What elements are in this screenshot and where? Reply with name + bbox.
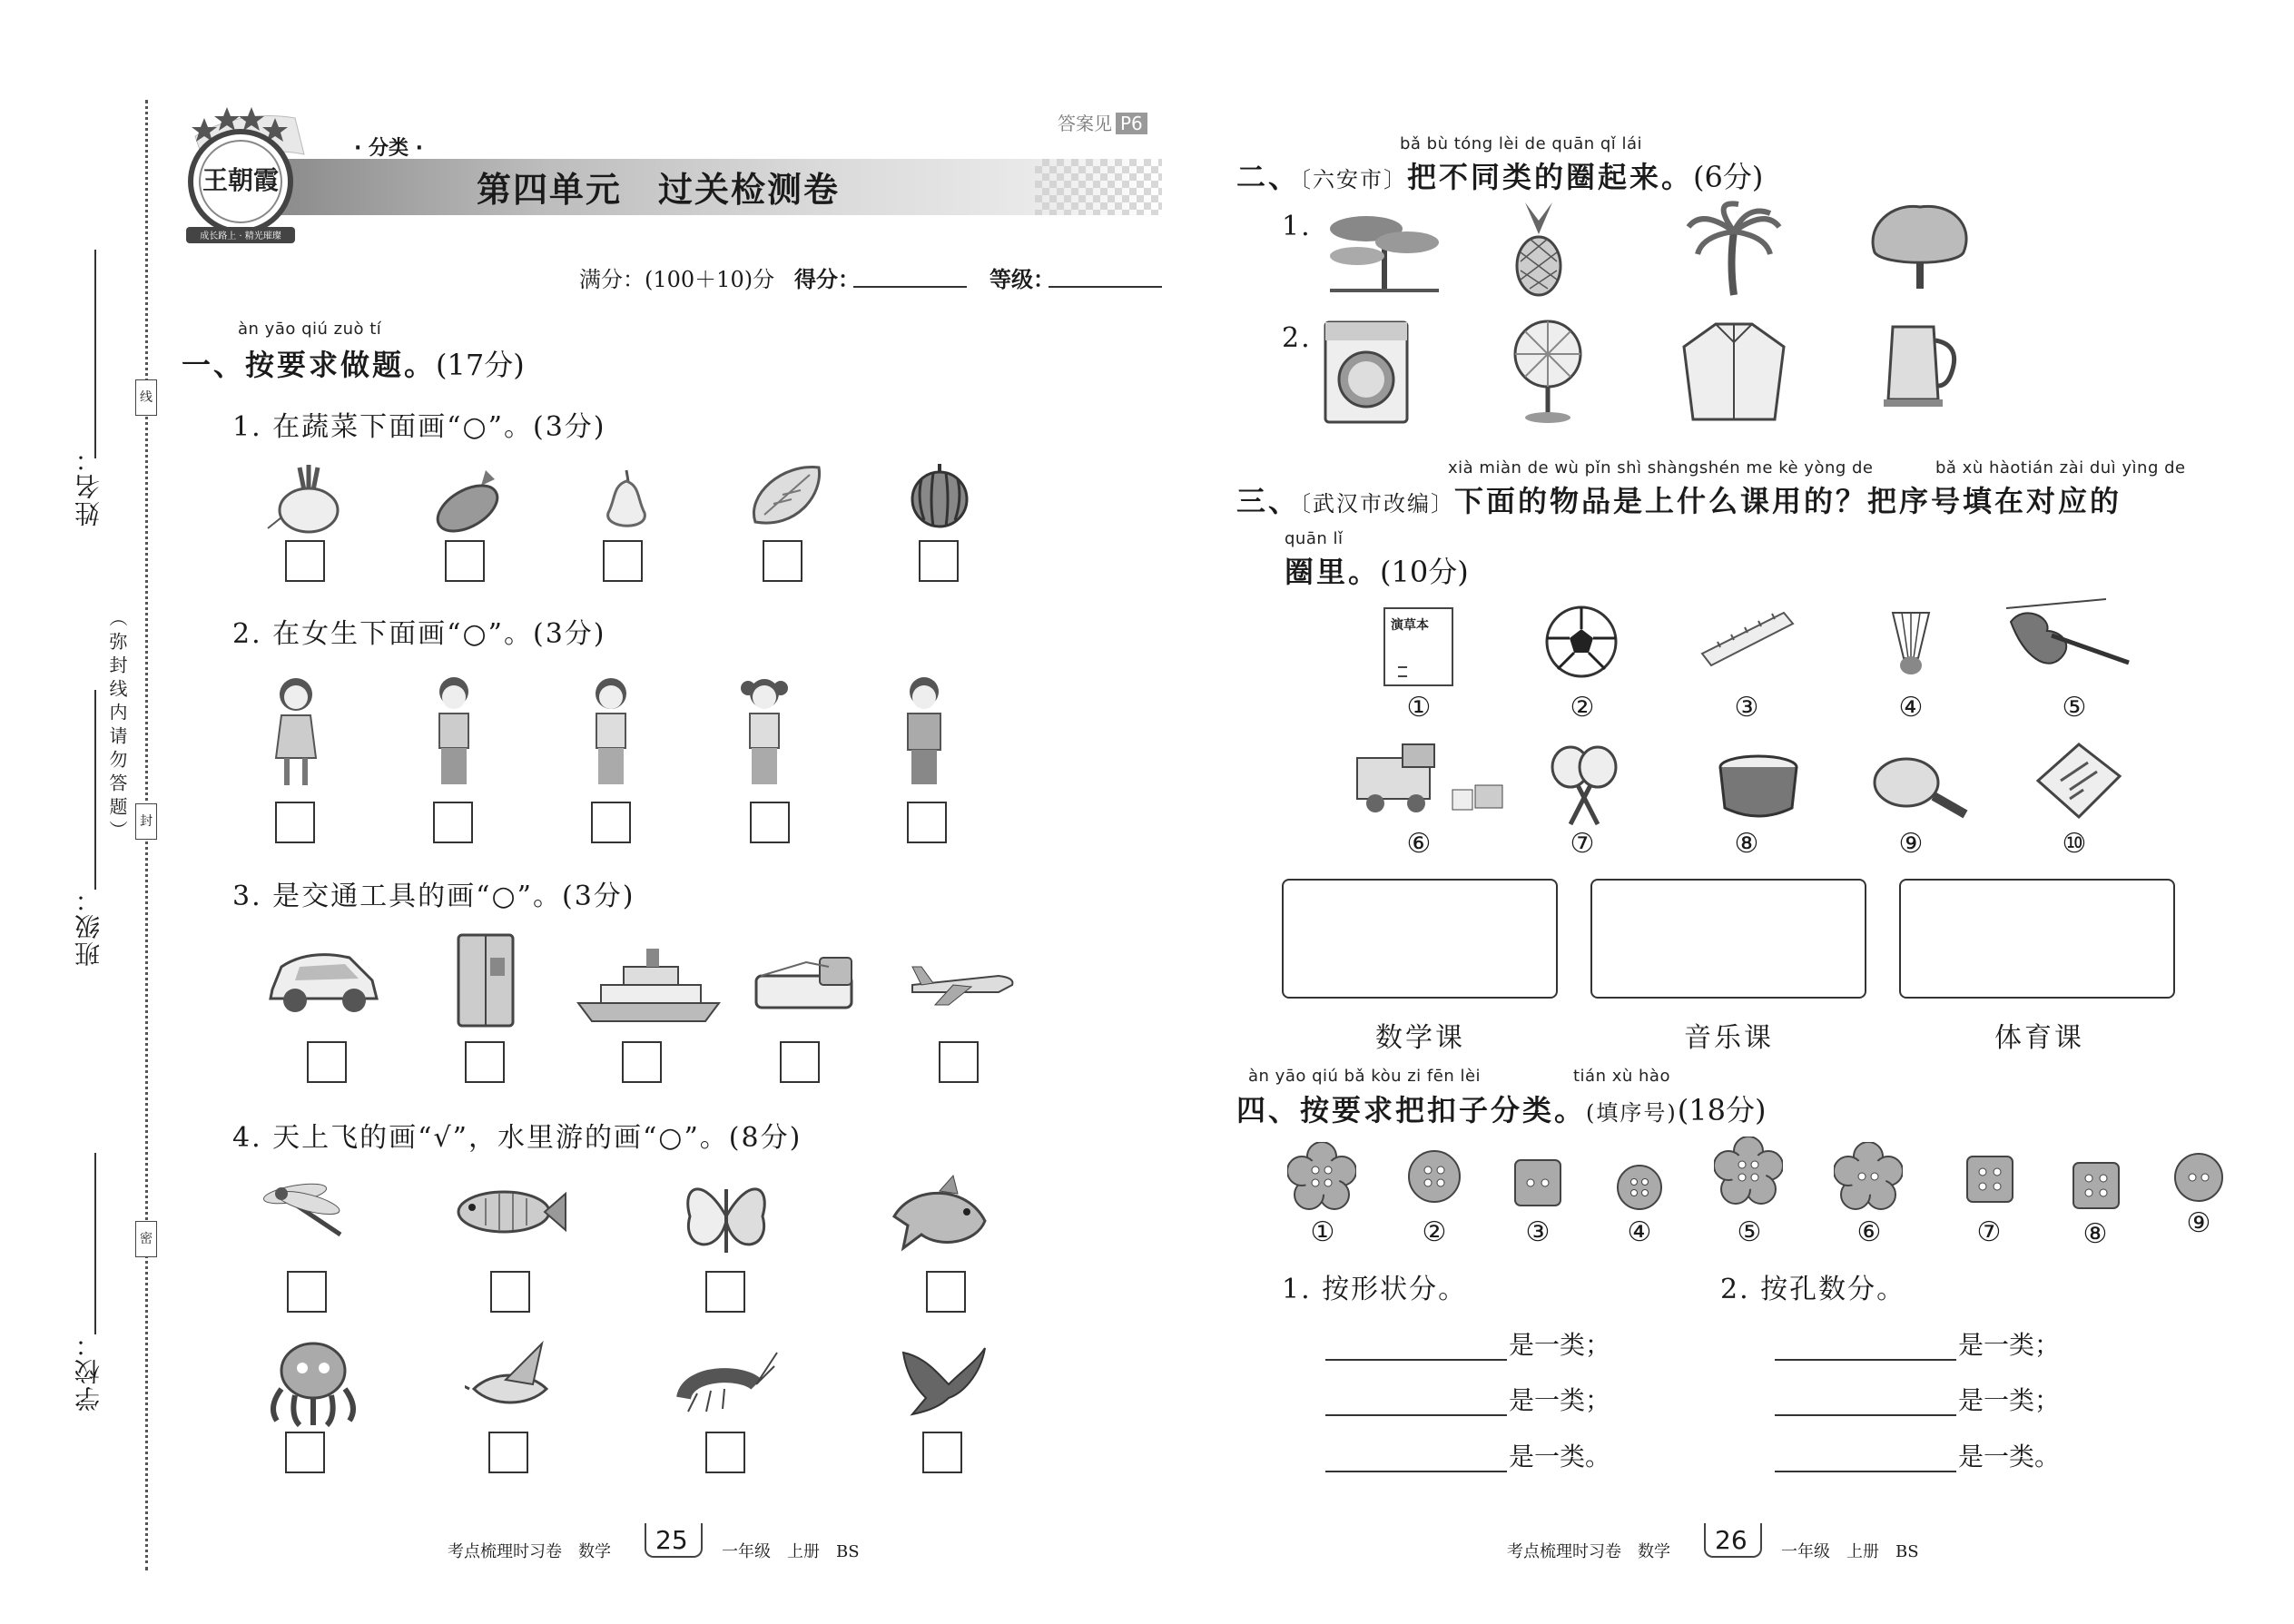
sec3-title: 三、〔武汉市改编〕下面的物品是上什么课用的？把序号填在对应的 <box>1236 484 2122 518</box>
washing-machine-icon <box>1321 318 1412 430</box>
grade-label: 等级： <box>989 267 1055 292</box>
class-label: 班级： <box>74 885 103 967</box>
name-label: 姓名： <box>74 445 103 527</box>
q4-answer-box[interactable] <box>926 1271 966 1313</box>
sec4-title: 四、按要求把扣子分类。(填序号)(18分) <box>1236 1093 1767 1127</box>
category-tag: · 分类 · <box>354 137 424 160</box>
square-button-four-holes <box>2070 1159 2122 1216</box>
dragonfly-icon <box>259 1171 359 1256</box>
item-number: ④ <box>1898 692 1924 723</box>
answer-page-badge: P6 <box>1116 113 1147 134</box>
watermelon-icon <box>908 461 971 533</box>
shrimp-icon <box>670 1343 779 1420</box>
svg-text:演草本: 演草本 <box>1391 618 1429 633</box>
q2-answer-box[interactable] <box>907 802 947 843</box>
q1-answer-box[interactable] <box>445 540 485 582</box>
item-number: ② <box>1570 692 1595 723</box>
logo-slogan: 成长路上 · 精光璀璨 <box>200 231 281 241</box>
button-number: ⑦ <box>1976 1216 2002 1248</box>
item-number: ⑨ <box>1898 828 1924 860</box>
class-field[interactable] <box>94 690 96 890</box>
car-icon <box>263 935 381 1020</box>
q2-prompt: 2. 在女生下面画“○”。(3分) <box>232 618 606 650</box>
school-label: 学校： <box>74 1330 103 1412</box>
dolphin-icon <box>885 1171 994 1265</box>
sec4-pinyin: àn yāo qiú bǎ kòu zi fēn lèi <box>1248 1067 1482 1086</box>
pe-class-answer-box[interactable] <box>1899 879 2175 999</box>
refrigerator-icon <box>454 930 517 1034</box>
sec3-pinyin-3: quān lǐ <box>1285 529 1344 548</box>
jacket-icon <box>1679 320 1788 428</box>
page-number-left: 25 <box>655 1525 688 1555</box>
ping-pong-paddle-icon <box>1870 755 1970 827</box>
q1-answer-box[interactable] <box>763 540 802 582</box>
q4-answer-box[interactable] <box>488 1432 528 1473</box>
button-number: ② <box>1422 1216 1447 1248</box>
math-class-answer-box[interactable] <box>1282 879 1558 999</box>
pine-tree-icon <box>1321 202 1448 296</box>
pe-class-label: 体育课 <box>1994 1022 2084 1054</box>
sec2-title: 二、〔六安市〕把不同类的圈起来。(6分) <box>1236 160 1764 194</box>
full-score: 满分：(100＋10)分 <box>579 267 775 292</box>
name-field[interactable] <box>94 250 96 458</box>
sec4-pinyin-2: tián xù hào <box>1573 1067 1670 1086</box>
sub1-label: 1. 按形状分。 <box>1282 1274 1468 1305</box>
holes-blank-1-suffix: 是一类； <box>1958 1330 2061 1360</box>
q1-answer-box[interactable] <box>603 540 643 582</box>
girl-figure-icon <box>584 672 638 793</box>
button-number: ③ <box>1525 1216 1551 1248</box>
soccer-ball-icon <box>1543 604 1620 684</box>
score-field[interactable] <box>853 286 967 288</box>
shuttlecock-icon <box>1884 604 1938 684</box>
q1-answer-box[interactable] <box>285 540 325 582</box>
music-class-answer-box[interactable] <box>1590 879 1866 999</box>
button-number: ⑥ <box>1856 1216 1882 1248</box>
sec2-row2-label: 2. <box>1282 322 1312 354</box>
school-field[interactable] <box>94 1153 96 1334</box>
item-number: ⑥ <box>1406 828 1432 860</box>
shape-blank-2-suffix: 是一类； <box>1509 1385 1611 1415</box>
button-number: ⑨ <box>2186 1207 2211 1239</box>
q4-answer-box[interactable] <box>705 1432 745 1473</box>
music-class-label: 音乐课 <box>1684 1022 1774 1054</box>
sec1-pinyin: àn yāo qiú zuò tí <box>238 320 382 339</box>
shape-blank-3-suffix: 是一类。 <box>1509 1442 1611 1471</box>
flower-button-two-holes <box>1834 1142 1903 1215</box>
butterfly-icon <box>676 1171 776 1265</box>
square-button-two-holes <box>1511 1156 1564 1213</box>
holes-blank-1[interactable] <box>1775 1359 1956 1361</box>
toy-blocks-truck-icon <box>1353 740 1507 821</box>
brand-logo <box>168 100 313 245</box>
button-number: ⑤ <box>1737 1216 1762 1248</box>
q1-prompt: 1. 在蔬菜下面画“○”。(3分) <box>232 411 606 443</box>
sec3-pinyin-2: bǎ xù hàotián zài duì yìng de <box>1935 458 2186 477</box>
electric-kettle-icon <box>1879 318 1961 412</box>
sub2-label: 2. 按孔数分。 <box>1720 1274 1906 1305</box>
sec1-title: 一、按要求做题。(17分) <box>182 348 525 382</box>
boy-figure-icon <box>897 672 951 793</box>
round-button-four-holes <box>1614 1162 1665 1216</box>
sec3-pinyin: xià miàn de wù pǐn shì shàngshén me kè yòng de <box>1448 458 1874 477</box>
item-number: ⑦ <box>1570 828 1595 860</box>
footer-left-text: 考点梳理时习卷 数学 <box>448 1542 611 1561</box>
item-number: ⑩ <box>2062 828 2087 860</box>
answer-reference: 答案见 P6 <box>1058 109 1147 135</box>
q4-answer-box[interactable] <box>285 1432 325 1473</box>
sec3-title-2: 圈里。(10分) <box>1285 555 1469 589</box>
q3-prompt: 3. 是交通工具的画“○”。(3分) <box>232 881 635 912</box>
broadleaf-tree-icon <box>1866 198 1974 297</box>
boy-figure-icon <box>427 672 481 793</box>
item-number: ⑤ <box>2062 692 2087 723</box>
drum-icon <box>1716 753 1802 825</box>
item-number: ① <box>1406 692 1432 723</box>
q3-answer-box[interactable] <box>622 1041 662 1083</box>
q2-answer-box[interactable] <box>433 802 473 843</box>
q2-answer-box[interactable] <box>591 802 631 843</box>
radish-icon <box>263 463 354 539</box>
footer-right-grade: 一年级 上册 BS <box>1781 1542 1919 1561</box>
q1-answer-box[interactable] <box>919 540 959 582</box>
page-number-right: 26 <box>1715 1525 1748 1555</box>
girl-figure-icon <box>737 672 792 793</box>
logo-brand-text: 王朝霞 <box>202 165 280 195</box>
violin-icon <box>1997 595 2133 680</box>
seal-note: （弥封线内请勿答题） <box>106 608 128 844</box>
octopus-icon <box>259 1339 368 1433</box>
notebook-icon <box>1380 604 1457 694</box>
q4-answer-box[interactable] <box>287 1271 327 1313</box>
flower-button-four-holes <box>1714 1137 1783 1209</box>
ship-icon <box>574 944 728 1029</box>
item-number: ③ <box>1734 692 1759 723</box>
shape-blank-3[interactable] <box>1325 1471 1507 1472</box>
q2-answer-box[interactable] <box>275 802 315 843</box>
airplane-icon <box>908 949 1017 1016</box>
shape-blank-1-suffix: 是一类； <box>1509 1330 1611 1360</box>
electric-fan-icon <box>1507 318 1589 430</box>
button-number: ① <box>1310 1216 1335 1248</box>
sec2-pinyin: bǎ bù tóng lèi de quān qǐ lái <box>1400 134 1643 153</box>
fish-icon <box>449 1180 567 1247</box>
button-number: ④ <box>1627 1216 1652 1248</box>
seal-box-seal: 封 <box>135 803 157 840</box>
holes-blank-2[interactable] <box>1775 1414 1956 1416</box>
q3-answer-box[interactable] <box>307 1041 347 1083</box>
math-class-label: 数学课 <box>1375 1022 1465 1054</box>
cabbage-icon <box>746 458 828 535</box>
q4-answer-box[interactable] <box>490 1271 530 1313</box>
swallow-icon <box>899 1343 989 1420</box>
q4-answer-box[interactable] <box>705 1271 745 1313</box>
footer-left-grade: 一年级 上册 BS <box>722 1542 860 1561</box>
bed-icon <box>752 944 861 1020</box>
shape-blank-1[interactable] <box>1325 1359 1507 1361</box>
round-button-four-holes <box>1405 1147 1463 1209</box>
footer-right-text: 考点梳理时习卷 数学 <box>1507 1542 1670 1561</box>
page-title: 第四单元 过关检测卷 <box>477 170 841 210</box>
math-textbook-kit-icon <box>2033 740 2124 825</box>
tennis-rackets-icon <box>1543 744 1625 830</box>
item-number: ⑧ <box>1734 828 1759 860</box>
ruler-icon <box>1698 604 1797 671</box>
seal-box-secret: 密 <box>135 1221 157 1257</box>
q3-answer-box[interactable] <box>465 1041 505 1083</box>
holes-blank-3[interactable] <box>1775 1471 1956 1472</box>
q4-answer-box[interactable] <box>922 1432 962 1473</box>
q3-answer-box[interactable] <box>780 1041 820 1083</box>
palm-tree-icon <box>1684 200 1784 303</box>
grade-field[interactable] <box>1049 286 1162 288</box>
pear-icon <box>599 468 654 539</box>
holes-blank-2-suffix: 是一类； <box>1958 1385 2061 1415</box>
square-button-four-holes <box>1964 1153 2016 1209</box>
flower-button-four-holes <box>1287 1142 1356 1215</box>
holes-blank-3-suffix: 是一类。 <box>1958 1442 2061 1471</box>
q4-prompt: 4. 天上飞的画“√”，水里游的画“○”。(8分) <box>232 1122 802 1154</box>
q3-answer-box[interactable] <box>939 1041 979 1083</box>
sec2-row1-label: 1. <box>1282 211 1312 242</box>
girl-figure-icon <box>269 672 323 793</box>
eggplant-icon <box>431 463 513 539</box>
round-button-two-holes <box>2172 1151 2225 1207</box>
score-label: 得分： <box>794 267 860 292</box>
bird-icon <box>465 1339 565 1424</box>
header-checker-pattern <box>1035 159 1162 215</box>
seal-box-line: 线 <box>135 379 157 416</box>
q2-answer-box[interactable] <box>750 802 790 843</box>
pineapple-icon <box>1511 198 1566 301</box>
button-number: ⑧ <box>2082 1218 2108 1250</box>
shape-blank-2[interactable] <box>1325 1414 1507 1416</box>
